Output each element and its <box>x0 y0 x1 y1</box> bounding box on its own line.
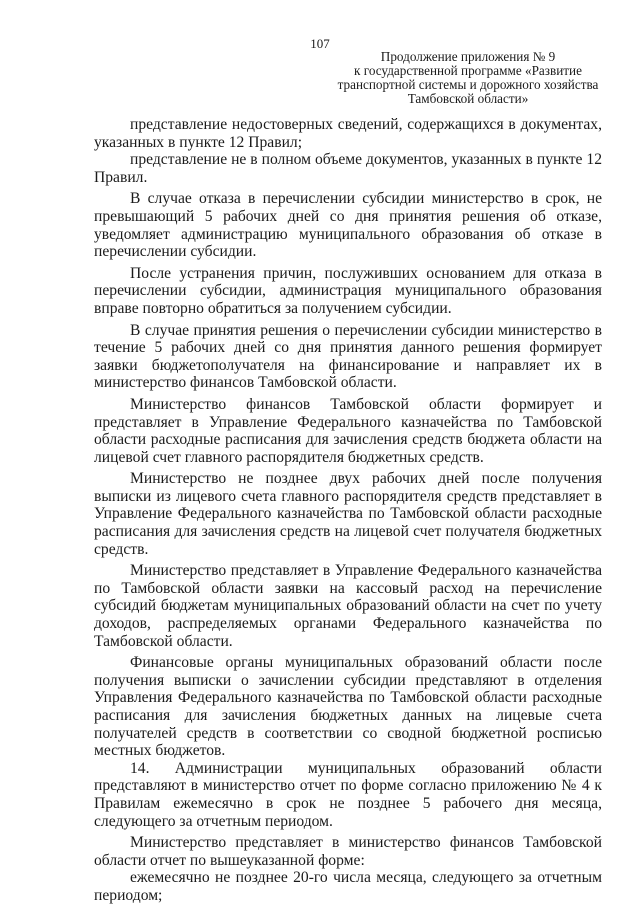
document-body <box>94 116 602 905</box>
body-paragraph: представление недостоверных сведений, содержащихся в документах, указанных в пункте 12 Правил; <box>94 116 602 151</box>
body-paragraph: 14. Администрации муниципальных образований области представляют в министерство отчет по форме согласно приложению № 4 к Правилам ежемесячно в срок не позднее 5 рабочего дня месяца, следующего за отчетным периодом. <box>94 759 602 830</box>
body-paragraph: Министерство не позднее двух рабочих дней после получения выписки из лицевого счета главного распорядителя средств представляет в Управление Федерального казначейства по Тамбовской области расходные расписания для зачисления средств на лицевой счет получателя бюджетных средств. <box>94 470 602 558</box>
appendix-header <box>318 50 618 106</box>
body-paragraph: В случае принятия решения о перечислении субсидии министерство в течение 5 рабочих дней со дня принятия данного решения формирует заявки бюджетополучателя на финансирование и направляет их в министерство финансов Тамбовской области. <box>94 321 602 392</box>
appendix-header-line: транспортной системы и дорожного хозяйства <box>337 77 599 92</box>
body-paragraph: В случае отказа в перечислении субсидии министерство в срок, не превышающий 5 рабочих дней со дня принятия решения об отказе, уведомляет администрацию муниципального образования об отказе в перечислении субсидии. <box>94 190 602 261</box>
appendix-header-line: Продолжение приложения № 9 <box>380 49 556 64</box>
body-paragraph: Министерство представляет в министерство финансов Тамбовской области отчет по вышеуказанной форме: <box>94 834 602 869</box>
body-paragraph: представление не в полном объеме документов, указанных в пункте 12 Правил. <box>94 151 602 186</box>
body-paragraph: После устранения причин, послуживших основанием для отказа в перечислении субсидии, администрация муниципального образования вправе повторно обратиться за получением субсидии. <box>94 264 602 317</box>
appendix-header-line: Тамбовской области» <box>407 91 529 106</box>
body-paragraph: Финансовые органы муниципальных образований области после получения выписки о зачислении субсидии представляют в отделения Управления Федерального казначейства по Тамбовской области расходные расписания для зачисления бюджетных данных на лицевые счета получателей средств в соответствии со сводной бюджетной росписью местных бюджетов. <box>94 654 602 760</box>
body-paragraph: Министерство представляет в Управление Федерального казначейства по Тамбовской области заявки на кассовый расход на перечисление субсидий бюджетам муниципальных образований области на счет по учету доходов, распределяемых органами Федерального казначейства по Тамбовской области. <box>94 562 602 650</box>
page-number: 107 <box>310 36 330 51</box>
appendix-header-line: к государственной программе «Развитие <box>354 63 582 78</box>
body-paragraph: ежемесячно не позднее 20-го числа месяца, следующего за отчетным периодом; <box>94 869 602 904</box>
body-paragraph: Министерство финансов Тамбовской области формирует и представляет в Управление Федерального казначейства по Тамбовской области расходные расписания для зачисления средств бюджета области на лицевой счет главного распорядителя бюджетных средств. <box>94 395 602 466</box>
